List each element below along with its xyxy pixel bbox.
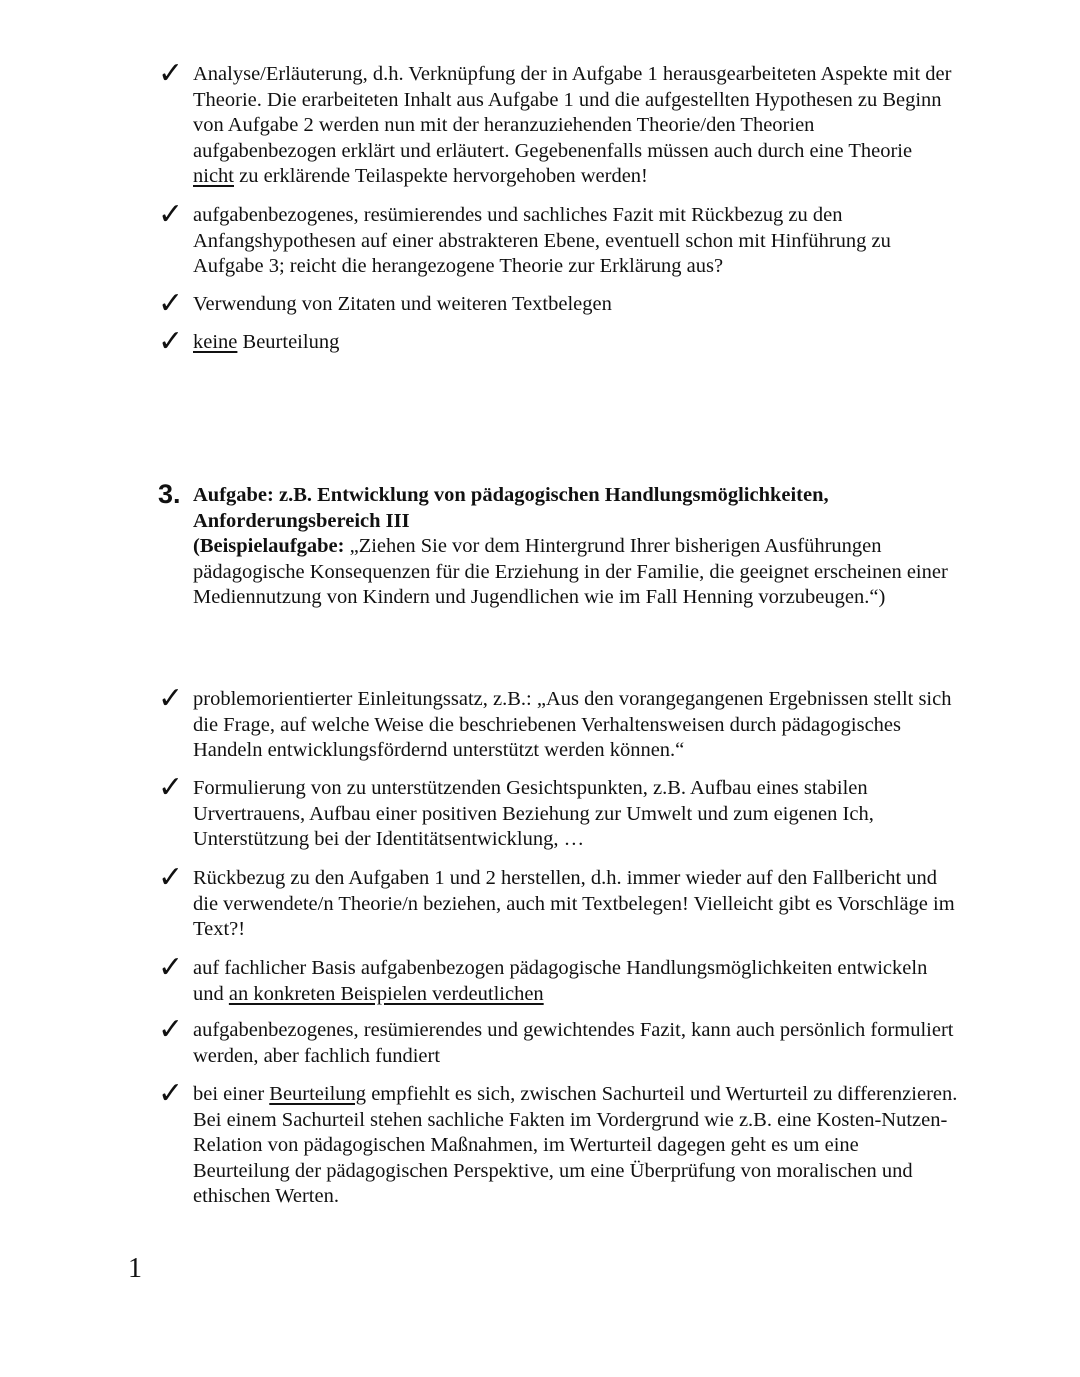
checkmark-icon: ✓ [158, 197, 184, 232]
list-item-text: problemorientierter Einleitungssatz, z.B.: „Aus den vorangegangenen Ergebnissen stellt sich die Frage, auf welche Weise die beschriebenen Verhaltensweisen durch pädagogisches Handeln entwicklungsfördernd unterstützt werden können.“ [193, 688, 952, 761]
task-description [193, 483, 958, 611]
checkmark-icon: ✓ [158, 1012, 184, 1047]
list-item-text: Formulierung von zu unterstützenden Gesichtspunkten, z.B. Aufbau eines stabilen Urvertrauens, Aufbau einer positiven Beziehung zur Umwelt und zum eigenen Ich, Unterstützung bei der Identitätsentwicklung, … [193, 777, 874, 850]
checkmark-icon: ✓ [158, 681, 184, 716]
task-number: 3. [158, 479, 181, 509]
checkmark-icon: ✓ [158, 860, 184, 895]
list-item-text: Rückbezug zu den Aufgaben 1 und 2 herstellen, d.h. immer wieder auf den Fallbericht und die verwendete/n Theorie/n beziehen, auch mit Textbelegen! Vielleicht gibt es Vorschläge im Text?! [193, 867, 955, 940]
checkmark-icon: ✓ [158, 950, 184, 985]
checkmark-icon: ✓ [158, 56, 184, 91]
list-item-text: aufgabenbezogenes, resümierendes und sachliches Fazit mit Rückbezug zu den Anfangshypothesen auf einer abstrakteren Ebene, eventuell schon mit Hinführung zu Aufgabe 3; reicht die herangezogene Theorie zur Erklärung aus? [193, 204, 891, 277]
example-task: (Beispielaufgabe: „Ziehen Sie vor dem Hintergrund Ihrer bisherigen Ausführungen pädagogische Konsequenzen für die Erziehung in der Familie, die geeignet erscheinen einer Mediennutzung von Kindern und Jugendlichen wie im Fall Henning vorzubeugen.“) [193, 535, 948, 608]
checkmark-icon: ✓ [158, 324, 184, 359]
checkmark-icon: ✓ [158, 286, 184, 321]
list-item-text: auf fachlicher Basis aufgabenbezogen pädagogische Handlungsmöglichkeiten entwickeln und an konkreten Beispielen verdeutlichen [193, 957, 928, 1005]
checkmark-icon: ✓ [158, 770, 184, 805]
list-item-text: Analyse/Erläuterung, d.h. Verknüpfung der in Aufgabe 1 herausgearbeiteten Aspekte mit der Theorie. Die erarbeiteten Inhalt aus Aufgabe 1 und die aufgestellten Hypothesen zu Beginn von Aufgabe 2 werden nun mit der heranzuziehenden Theorie/den Theorien aufgabenbezogen erklärt und erläutert. Gegebenenfalls müssen auch durch eine Theorie nicht zu erklärende Teilaspekte hervorgehoben werden! [193, 63, 952, 187]
list-item-text: keine Beurteilung [193, 331, 340, 353]
checkmark-icon: ✓ [158, 1076, 184, 1111]
page-number: 1 [128, 1253, 142, 1284]
list-item-text: bei einer Beurteilung empfiehlt es sich, zwischen Sachurteil und Werturteil zu differenzieren. Bei einem Sachurteil stehen sachliche Fakten im Vordergrund wie z.B. eine Kosten-Nutzen-Relation von pädagogischen Maßnahmen, im Werturteil dagegen geht es um eine Beurteilung der pädagogischen Perspektive, um eine Überprüfung von moralischen und ethischen Werten. [193, 1083, 958, 1207]
task-title: Aufgabe: z.B. Entwicklung von pädagogischen Handlungsmöglichkeiten, [193, 484, 829, 506]
list-item-text: Verwendung von Zitaten und weiteren Textbelegen [193, 293, 612, 315]
task-title-line2: Anforderungsbereich III [193, 509, 410, 532]
list-item-text: aufgabenbezogenes, resümierendes und gewichtendes Fazit, kann auch persönlich formuliert werden, aber fachlich fundiert [193, 1019, 954, 1067]
